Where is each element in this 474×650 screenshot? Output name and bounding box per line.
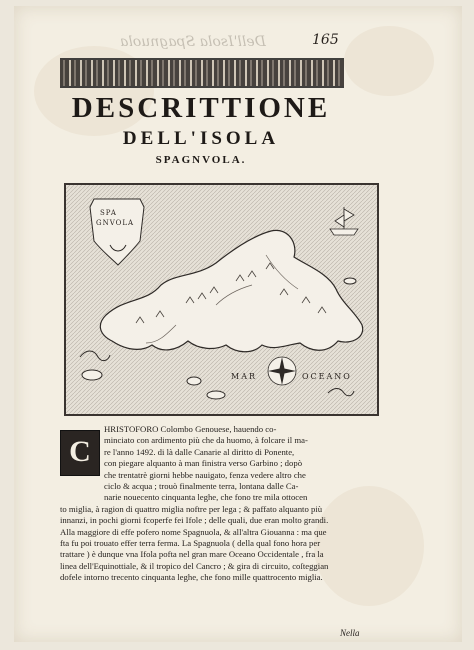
text-line: minciato con ardimento più che da huomo, à folcare il ma- <box>104 435 308 446</box>
text-line: fta fu poi trouato effer terra ferma. La Spagnuola ( della qual fono hora per <box>60 537 321 548</box>
text-line: con piegare alquanto à man finistra verso Garbino ; dopò <box>104 458 303 469</box>
text-line: trattare ) è dunque vna Ifola pofta nel gran mare Oceano Occidentale , fra la <box>60 549 324 560</box>
text-line: narie nouecento cinquanta leghe, che fono tre mila ottocen <box>104 492 308 503</box>
sea-label-left: MAR <box>231 372 257 381</box>
text-line: linea dell'Equinottiale, & il tropico del Cancro ; & gira di circuito, coſteggian <box>60 560 329 571</box>
island-map <box>64 183 379 416</box>
text-line: to miglia, à ragion di quattro miglia noftre per lega ; & paffato alquanto più <box>60 503 323 514</box>
text-line: che trentatrè giorni hebbe nauigato, fenza vedere altro che <box>104 469 306 480</box>
text-line: re l'anno 1492. di là dalle Canarie al diritto di Ponente, <box>104 446 295 457</box>
cartouche-label-2: GNVOLA <box>96 219 135 227</box>
compass-rose <box>268 357 296 385</box>
title-line-2: DELL'ISOLA <box>122 128 280 149</box>
body-text <box>60 424 382 583</box>
text-line: innanzi, in pochi giorni fcoperfe fei Ifole ; delle quali, due eran molto grandi. <box>60 515 329 526</box>
catchword: Nella <box>340 628 360 638</box>
title-line-1: DESCRITTIONE <box>71 92 331 124</box>
text-line: Alla maggiore di effe pofero nome Spagnuola, & all'altra Giouanna : ma que <box>60 526 327 537</box>
text-line: ciclo & acqua ; trouò finalmente terra, lontana dalle Ca- <box>104 480 299 491</box>
text-line: HRISTOFORO Colombo Genouese, hauendo co- <box>104 424 277 434</box>
sea-label-right: OCEANO <box>302 372 352 381</box>
drop-cap-letter: C <box>69 435 91 468</box>
title-line-3: SPAGNVOLA. <box>155 154 247 166</box>
decorative-header-band <box>60 58 344 88</box>
text-line: dofele intorno trecento cinquanta leghe, che fono mille quattrocento miglia. <box>60 572 323 583</box>
cartouche-label-1: SPA <box>100 209 117 217</box>
show-through-text: Dell'Isola Spagnuola <box>120 34 266 50</box>
page-number: 165 <box>312 32 339 48</box>
